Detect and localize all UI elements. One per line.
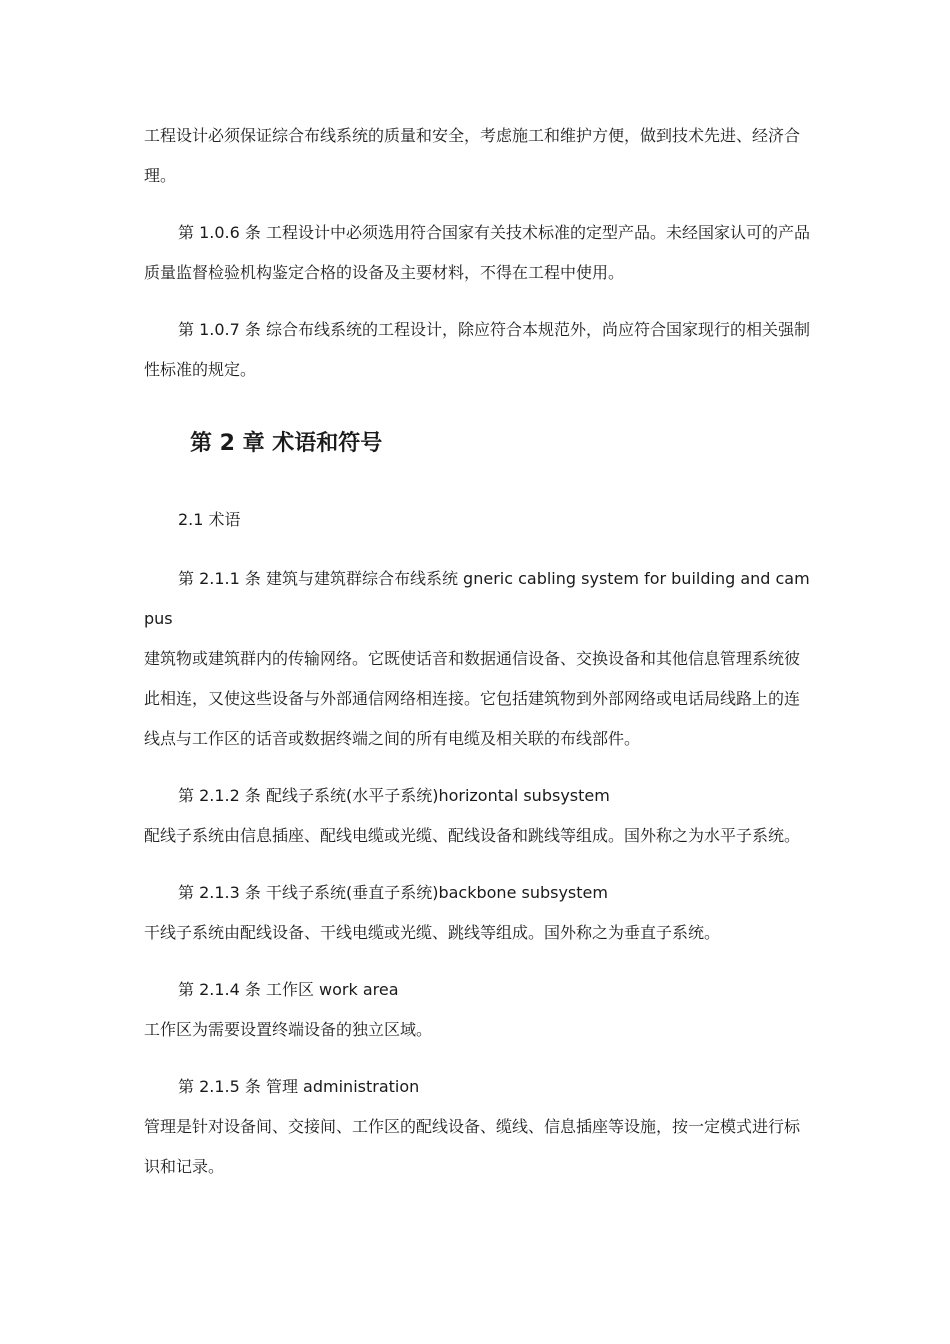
article-1-0-6: 第 1.0.6 条 工程设计中必须选用符合国家有关技术标准的定型产品。未经国家认可的产品质量监督检验机构鉴定合格的设备及主要材料，不得在工程中使用。	[144, 223, 810, 282]
term-2-1-5-definition: 管理是针对设备间、交接间、工作区的配线设备、缆线、信息插座等设施，按一定模式进行标识和记录。	[144, 1117, 801, 1176]
term-2-1-3-heading: 第 2.1.3 条 干线子系统(垂直子系统)backbone subsystem	[178, 883, 608, 902]
term-2-1-2-definition: 配线子系统由信息插座、配线电缆或光缆、配线设备和跳线等组成。国外称之为水平子系统。	[144, 826, 801, 845]
term-2-1-4-heading: 第 2.1.4 条 工作区 work area	[178, 980, 399, 999]
chapter-title: 第 2 章 术语和符号	[190, 431, 383, 456]
term-2-1-1-definition: 建筑物或建筑群内的传输网络。它既使话音和数据通信设备、交换设备和其他信息管理系统彼此相连，又使这些设备与外部通信网络相连接。它包括建筑物到外部网络或电话局线路上的连线点与工作区的话音或数据终端之间的所有电缆及相关联的布线部件。	[144, 649, 801, 748]
term-2-1-5-heading: 第 2.1.5 条 管理 administration	[178, 1077, 420, 1096]
intro-paragraph: 工程设计必须保证综合布线系统的质量和安全，考虑施工和维护方便，做到技术先进、经济合理。	[144, 126, 801, 185]
term-2-1-3-definition: 干线子系统由配线设备、干线电缆或光缆、跳线等组成。国外称之为垂直子系统。	[144, 923, 721, 942]
term-2-1-1-heading: 第 2.1.1 条 建筑与建筑群综合布线系统 gneric cabling system for building and campus	[144, 569, 810, 628]
article-1-0-7: 第 1.0.7 条 综合布线系统的工程设计，除应符合本规范外，尚应符合国家现行的相关强制性标准的规定。	[144, 320, 810, 379]
term-2-1-4-definition: 工作区为需要设置终端设备的独立区域。	[144, 1020, 433, 1039]
section-title: 2.1 术语	[178, 510, 241, 529]
term-2-1-2-heading: 第 2.1.2 条 配线子系统(水平子系统)horizontal subsystem	[178, 786, 610, 805]
